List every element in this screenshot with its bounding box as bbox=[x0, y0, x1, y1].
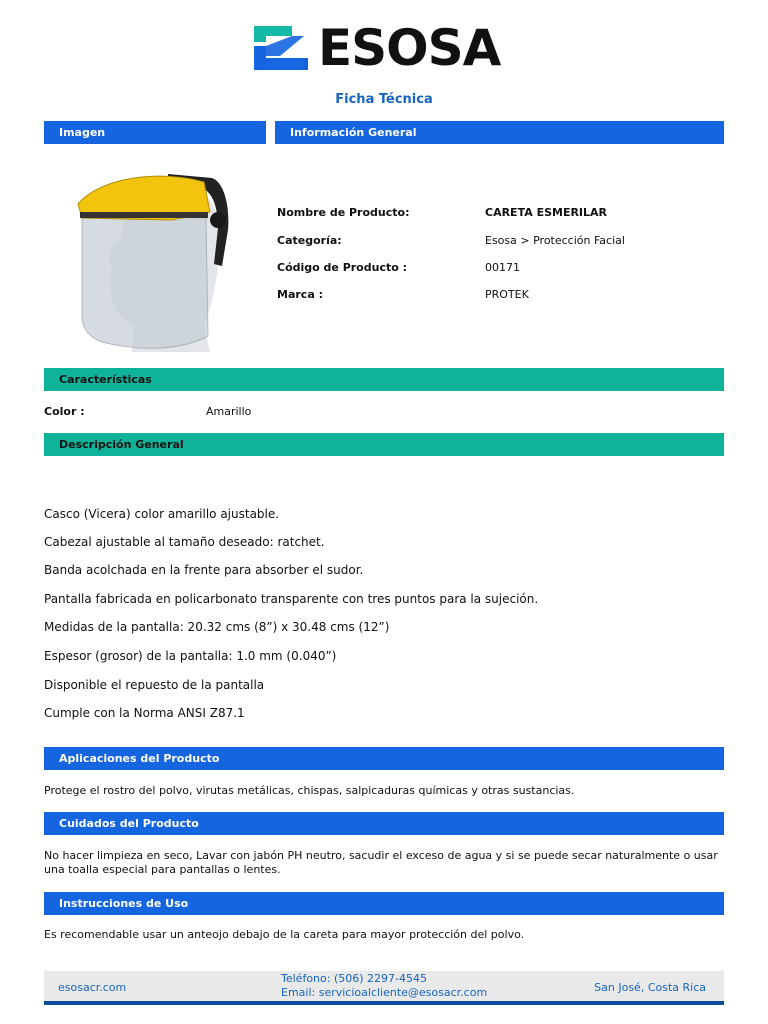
product-name-label: Nombre de Producto: bbox=[277, 206, 410, 219]
description-line: Casco (Vicera) color amarillo ajustable. bbox=[44, 507, 280, 521]
description-line: Disponible el repuesto de la pantalla bbox=[44, 678, 265, 692]
footer-location: San José, Costa Rica bbox=[594, 981, 706, 994]
section-header-applications: Aplicaciones del Producto bbox=[44, 747, 724, 770]
section-header-care: Cuidados del Producto bbox=[44, 812, 724, 835]
applications-text: Protege el rostro del polvo, virutas metálicas, chispas, salpicaduras químicas y otras sustancias. bbox=[44, 784, 575, 797]
brand-label: Marca : bbox=[277, 288, 323, 301]
category-value: Esosa > Protección Facial bbox=[485, 234, 625, 247]
color-value: Amarillo bbox=[206, 405, 252, 418]
product-name-value: CARETA ESMERILAR bbox=[485, 206, 608, 219]
footer bbox=[44, 971, 724, 1001]
logo-wordmark: ESOSA bbox=[318, 19, 501, 77]
description-line: Espesor (grosor) de la pantalla: 1.0 mm (0.040”) bbox=[44, 649, 337, 663]
product-image bbox=[72, 166, 248, 358]
instructions-text: Es recomendable usar un anteojo debajo de la careta para mayor protección del polvo. bbox=[44, 928, 525, 941]
section-header-image: Imagen bbox=[44, 121, 266, 144]
footer-website-link[interactable]: esosacr.com bbox=[58, 981, 127, 994]
footer-divider bbox=[44, 1001, 724, 1005]
description-line: Medidas de la pantalla: 20.32 cms (8”) x 30.48 cms (12”) bbox=[44, 620, 390, 634]
footer-phone: Teléfono: (506) 2297-4545 bbox=[281, 972, 427, 985]
product-code-value: 00171 bbox=[485, 261, 520, 274]
category-label: Categoría: bbox=[277, 234, 342, 247]
brand-value: PROTEK bbox=[485, 288, 529, 301]
description-line: Cabezal ajustable al tamaño deseado: ratchet. bbox=[44, 535, 325, 549]
color-label: Color : bbox=[44, 405, 85, 418]
description-line: Banda acolchada en la frente para absorber el sudor. bbox=[44, 563, 364, 577]
section-header-instructions: Instrucciones de Uso bbox=[44, 892, 724, 915]
brand-logo bbox=[252, 19, 512, 77]
product-code-label: Código de Producto : bbox=[277, 261, 408, 274]
esosa-logo-mark-icon bbox=[252, 22, 312, 74]
face-shield-icon bbox=[72, 166, 248, 358]
description-line: Cumple con la Norma ANSI Z87.1 bbox=[44, 706, 245, 720]
page-title: Ficha Técnica bbox=[335, 92, 433, 107]
care-text: No hacer limpieza en seco, Lavar con jabón PH neutro, sacudir el exceso de agua y si se puede secar naturalmente o usar una toalla especial para pantallas o lentes. bbox=[44, 849, 718, 876]
section-header-characteristics: Características bbox=[44, 368, 724, 391]
description-line: Pantalla fabricada en policarbonato transparente con tres puntos para la sujeción. bbox=[44, 592, 539, 606]
footer-email[interactable]: Email: servicioalcliente@esosacr.com bbox=[281, 986, 488, 999]
section-header-description: Descripción General bbox=[44, 433, 724, 456]
section-header-general-info: Información General bbox=[275, 121, 724, 144]
